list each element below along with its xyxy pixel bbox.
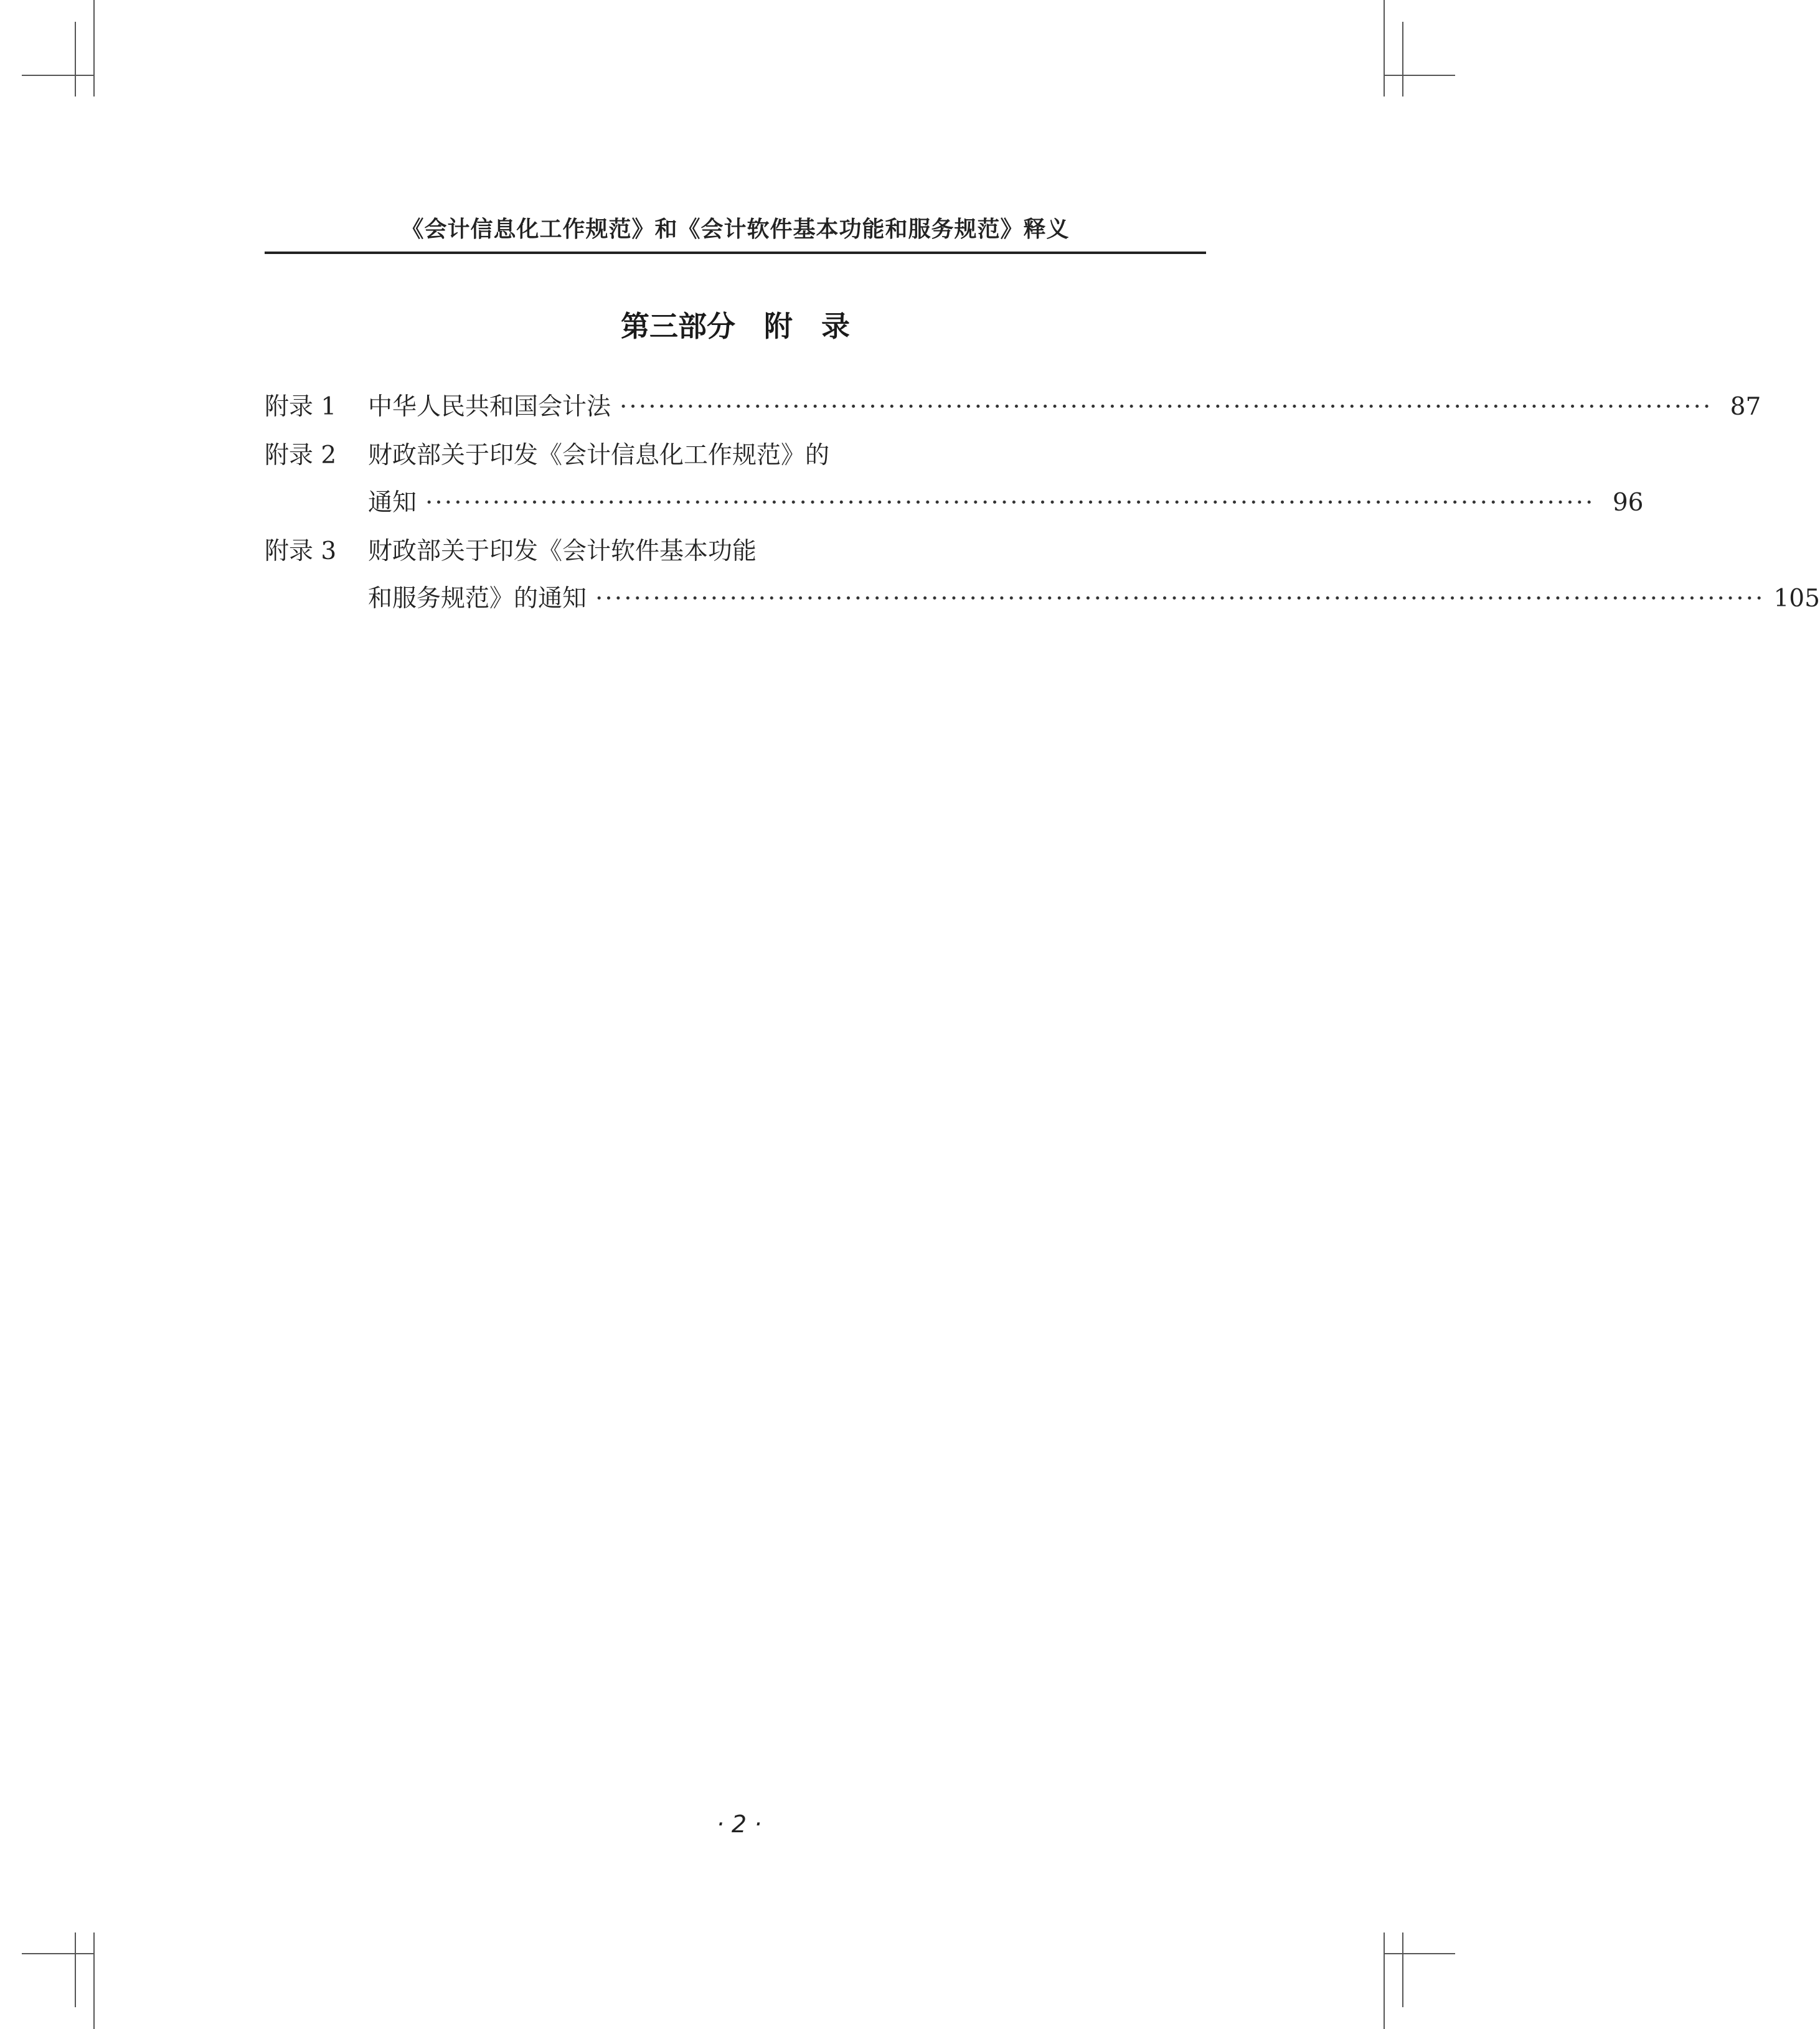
crop-mark [75, 22, 76, 97]
toc-entry-appendix-3[interactable] [265, 533, 1206, 570]
toc-leader-dots: ·························································································································· [425, 489, 1595, 517]
toc-entry-appendix-1[interactable] [265, 388, 1761, 426]
toc-entry-label: 附录 2 [265, 441, 337, 469]
section-title: 第三部分 附 录 [621, 309, 850, 343]
crop-mark [22, 1953, 93, 1954]
crop-mark [1384, 1953, 1455, 1954]
toc-entry-page: 96 [1612, 489, 1644, 517]
toc-entry-appendix-2-continued[interactable] [265, 484, 1644, 522]
toc-entry-label: 附录 1 [265, 393, 337, 421]
toc-entry-appendix-2[interactable] [265, 437, 1206, 474]
crop-mark [1402, 22, 1403, 97]
toc-entry-title: 通知 [368, 489, 417, 517]
toc-entry-page: 105 [1773, 585, 1820, 613]
toc-entry-appendix-3-continued[interactable] [265, 580, 1820, 618]
header-rule [265, 252, 1206, 254]
crop-mark [93, 0, 95, 97]
toc-leader-dots: ·················································································································· [620, 393, 1713, 421]
crop-mark [1402, 1932, 1403, 2007]
crop-mark [1384, 0, 1385, 97]
running-header: 《会计信息化工作规范》和《会计软件基本功能和服务规范》释义 [401, 216, 1070, 242]
crop-mark [93, 1932, 95, 2029]
toc-entry-label: 附录 3 [265, 537, 337, 565]
crop-mark [75, 1932, 76, 2007]
toc-leader-dots: ·························································································································· [595, 585, 1765, 613]
toc-entry-title: 财政部关于印发《会计信息化工作规范》的 [368, 441, 830, 469]
crop-mark [1384, 1932, 1385, 2029]
crop-mark [1384, 75, 1455, 76]
toc-entry-title: 和服务规范》的通知 [368, 585, 587, 613]
toc-entry-title: 财政部关于印发《会计软件基本功能 [368, 537, 757, 565]
crop-mark [22, 75, 93, 76]
page-number: · 2 · [716, 1810, 762, 1838]
toc-entry-page: 87 [1730, 393, 1761, 421]
toc-entry-title: 中华人民共和国会计法 [368, 393, 611, 421]
